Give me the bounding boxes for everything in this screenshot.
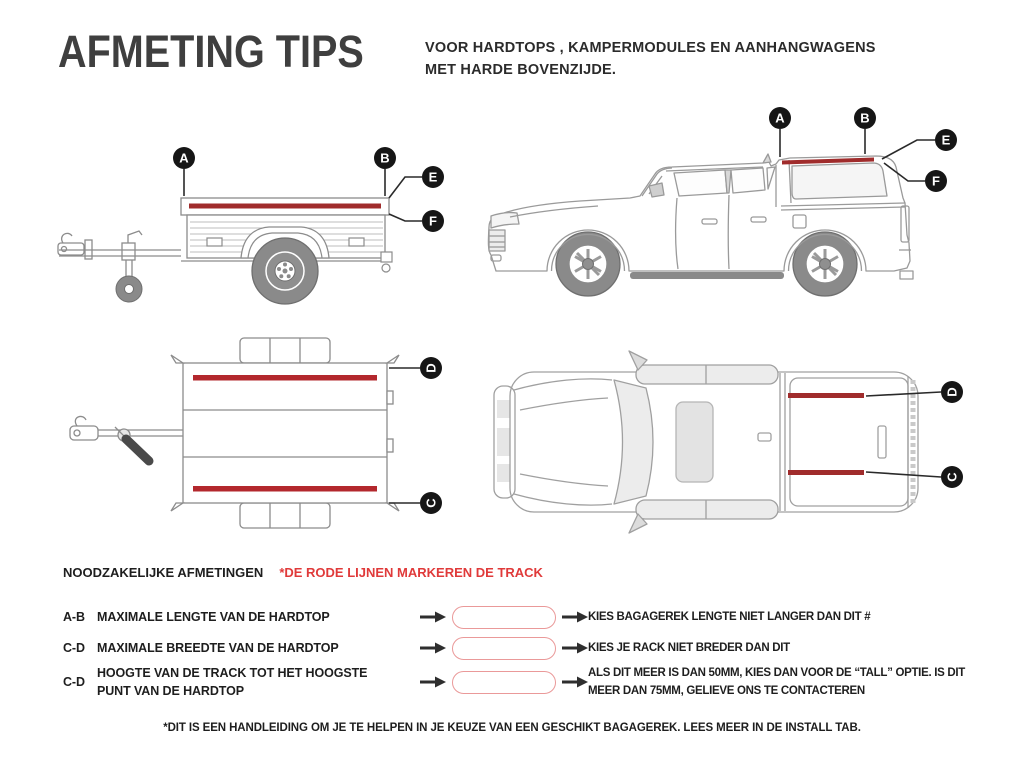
svg-text:C: C: [944, 472, 960, 482]
measurement-rows: [63, 602, 1006, 701]
row-instruction: ALS DIT MEER IS DAN 50MM, KIES DAN VOOR DE “TALL” OPTIE. IS DIT MEER DAN 75MM, GELIEVE ONS TE CONTACTEREN: [588, 667, 966, 698]
trailer-top-drawing: [70, 338, 399, 528]
svg-text:B: B: [380, 150, 390, 166]
legend-heading: NOODZAKELIJKE AFMETINGEN: [63, 565, 264, 580]
track-red-line: [189, 204, 381, 209]
measurement-entry-pill: [452, 637, 556, 660]
right-arrow-icon: [420, 611, 446, 623]
measurement-row-cd-height: [63, 664, 1006, 701]
legend-red-note: *DE RODE LIJNEN MARKEREN DE TRACK: [279, 565, 543, 580]
track-red-line-bottom: [193, 486, 377, 492]
right-arrow-icon: [562, 611, 588, 623]
marker-d: [941, 381, 963, 403]
row-code: C-D: [63, 641, 85, 655]
trailer-top-view-diagram: [25, 333, 465, 548]
page-subtitle: [425, 37, 876, 81]
marker-e: [935, 129, 957, 151]
row-description: HOOGTE VAN DE TRACK TOT HET HOOGSTE PUNT VAN DE HARDTOP: [97, 666, 368, 699]
marker-f: [422, 210, 444, 232]
trailer-side-view-diagram: [55, 140, 465, 315]
page-title: AFMETING TIPS: [58, 26, 364, 77]
marker-c: [420, 492, 442, 514]
marker-f: [925, 170, 947, 192]
truck-side-view-diagram: [480, 103, 960, 313]
svg-text:A: A: [775, 110, 785, 126]
trailer-hitch-drawing: [58, 231, 181, 282]
row-instruction: KIES BAGAGEREK LENGTE NIET LANGER DAN DIT #: [588, 610, 871, 623]
subtitle-line-1: VOOR HARDTOPS , KAMPERMODULES EN AANHANGWAGENS: [425, 40, 876, 56]
marker-c: [941, 466, 963, 488]
trailer-wheel: [252, 238, 318, 304]
svg-text:B: B: [860, 110, 870, 126]
measurement-entry-pill: [452, 671, 556, 694]
svg-text:F: F: [429, 213, 437, 229]
svg-text:D: D: [944, 387, 960, 397]
marker-a: [769, 107, 791, 129]
jack-crank-handle: [126, 439, 149, 461]
marker-b: [374, 147, 396, 169]
track-red-line-bottom: [788, 470, 864, 475]
svg-text:F: F: [932, 173, 940, 189]
right-arrow-icon: [562, 676, 588, 688]
running-board: [630, 272, 784, 279]
track-red-line-top: [788, 393, 864, 398]
truck-top-drawing: [494, 351, 918, 533]
measurement-entry-pill: [452, 606, 556, 629]
marker-b: [854, 107, 876, 129]
legend: [63, 565, 543, 580]
subtitle-line-2: MET HARDE BOVENZIJDE.: [425, 62, 617, 78]
row-instruction: KIES JE RACK NIET BREDER DAN DIT: [588, 641, 790, 654]
truck-top-view-diagram: [490, 340, 980, 545]
jockey-wheel: [116, 276, 142, 302]
right-arrow-icon: [420, 676, 446, 688]
leader-lines: [389, 368, 420, 503]
footer-note: *DIT IS EEN HANDLEIDING OM JE TE HELPEN IN JE KEUZE VAN EEN GESCHIKT BAGAGEREK. LEES MEER IN DE INSTALL TAB.: [163, 722, 861, 734]
svg-text:D: D: [423, 363, 439, 373]
svg-text:E: E: [428, 169, 438, 185]
row-code: C-D: [63, 675, 85, 690]
measurement-row-ab: [63, 602, 1006, 632]
svg-text:A: A: [179, 150, 189, 166]
measurement-row-cd-width: [63, 633, 1006, 663]
marker-d: [420, 357, 442, 379]
row-description: MAXIMALE LENGTE VAN DE HARDTOP: [97, 609, 330, 624]
marker-a: [173, 147, 195, 169]
row-code: A-B: [63, 610, 85, 624]
right-arrow-icon: [420, 642, 446, 654]
right-arrow-icon: [562, 642, 588, 654]
svg-text:E: E: [941, 132, 951, 148]
track-red-line-top: [193, 375, 377, 381]
marker-e: [422, 166, 444, 188]
svg-text:C: C: [423, 498, 439, 508]
leader-lines: [866, 392, 941, 477]
row-description: MAXIMALE BREEDTE VAN DE HARDTOP: [97, 640, 339, 655]
